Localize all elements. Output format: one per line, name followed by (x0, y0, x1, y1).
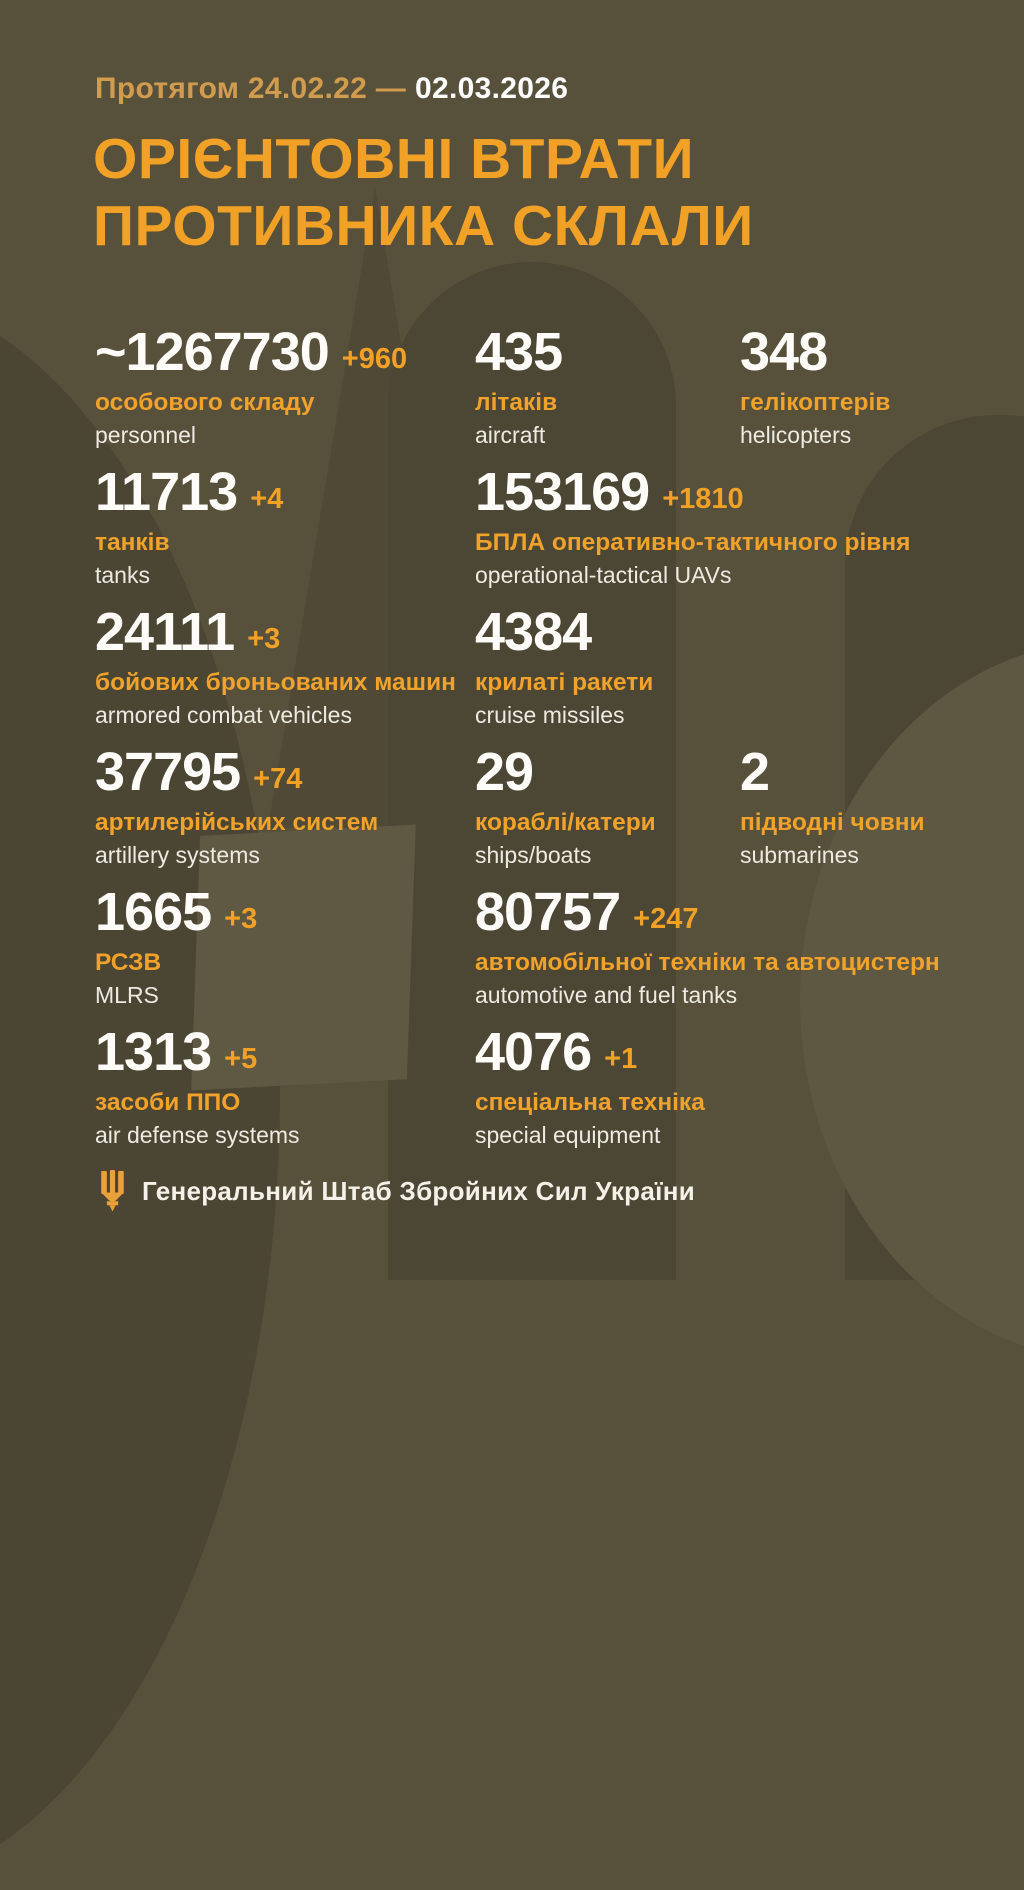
period-prefix: Протягом 24.02.22 — (95, 72, 407, 105)
stat-label-en: cruise missiles (475, 702, 625, 729)
stat-label-ua: БПЛА оперативно-тактичного рівня (475, 529, 911, 556)
stat-value: 80757 (475, 882, 621, 942)
stat-value: 348 (740, 322, 828, 382)
stat-personnel (95, 322, 475, 465)
stat-value: 24111 (95, 602, 235, 662)
report-period (95, 72, 568, 106)
stat-label-en: personnel (95, 422, 197, 449)
stat-ships (475, 742, 740, 885)
stat-armored-vehicles (95, 602, 475, 745)
stat-helicopters (740, 322, 994, 465)
stat-label-en: MLRS (95, 982, 159, 1009)
stat-value: 4076 (475, 1022, 592, 1082)
stat-artillery (95, 742, 475, 885)
page-title (93, 126, 754, 259)
stat-label-en: artillery systems (95, 842, 260, 869)
stat-label-ua: гелікоптерів (740, 389, 891, 416)
stat-delta: +1810 (662, 483, 744, 515)
stat-value: 153169 (475, 462, 650, 522)
stat-label-en: aircraft (475, 422, 546, 449)
stat-label-en: operational-tactical UAVs (475, 562, 732, 589)
stat-delta: +3 (224, 903, 258, 935)
stat-aircraft (475, 322, 740, 465)
stat-label-en: ships/boats (475, 842, 592, 869)
stat-value: 4384 (475, 602, 592, 662)
stat-label-en: armored combat vehicles (95, 702, 352, 729)
stat-label-ua: спеціальна техніка (475, 1089, 705, 1116)
losses-grid (95, 322, 994, 1165)
stat-value: ~1267730 (95, 322, 329, 382)
stat-value: 1665 (95, 882, 212, 942)
footer (97, 1170, 695, 1213)
stat-value: 435 (475, 322, 563, 382)
stat-delta: +3 (247, 623, 281, 655)
stat-value: 11713 (95, 462, 238, 522)
period-date: 02.03.2026 (415, 72, 569, 105)
stat-label-ua: автомобільної техніки та автоцистерн (475, 949, 940, 976)
stat-label-ua: бойових броньованих машин (95, 669, 456, 696)
stat-label-ua: РСЗВ (95, 949, 162, 976)
stat-label-ua: особового складу (95, 389, 315, 416)
stat-mlrs (95, 882, 475, 1025)
page-title-line1: ОРІЄНТОВНІ ВТРАТИ (93, 127, 695, 191)
stat-label-ua: засоби ППО (95, 1089, 241, 1116)
stat-delta: +247 (633, 903, 699, 935)
stat-value: 37795 (95, 742, 241, 802)
stat-label-en: automotive and fuel tanks (475, 982, 738, 1009)
footer-org-name: Генеральний Штаб Збройних Сил України (142, 1176, 695, 1206)
stat-label-en: helicopters (740, 422, 852, 449)
stat-air-defense (95, 1022, 475, 1165)
stat-tanks (95, 462, 475, 605)
stat-label-ua: літаків (475, 389, 558, 416)
stat-label-ua: кораблі/катери (475, 809, 656, 836)
stat-delta: +960 (341, 343, 408, 375)
stat-delta: +4 (250, 483, 284, 515)
stat-label-ua: крилаті ракети (475, 669, 654, 696)
stat-label-ua: підводні човни (740, 809, 925, 836)
stat-label-en: air defense systems (95, 1122, 300, 1149)
stat-automotive (475, 882, 994, 1025)
stat-submarines (740, 742, 994, 885)
stat-label-en: tanks (95, 562, 150, 589)
stat-delta: +1 (604, 1043, 638, 1075)
stat-value: 1313 (95, 1022, 212, 1082)
stat-label-en: submarines (740, 842, 859, 869)
page-title-line2: ПРОТИВНИКА СКЛАЛИ (93, 193, 754, 258)
stat-label-ua: артилерійських систем (95, 809, 379, 836)
stat-label-ua: танків (95, 529, 170, 556)
stat-special-equipment (475, 1022, 994, 1165)
stat-delta: +74 (253, 763, 303, 795)
stat-value: 2 (740, 742, 770, 802)
stat-cruise-missiles (475, 602, 994, 745)
tryzub-icon (97, 1170, 128, 1213)
stat-uavs (475, 462, 994, 605)
stat-value: 29 (475, 742, 534, 802)
stat-label-en: special equipment (475, 1122, 661, 1149)
stat-delta: +5 (224, 1043, 258, 1075)
